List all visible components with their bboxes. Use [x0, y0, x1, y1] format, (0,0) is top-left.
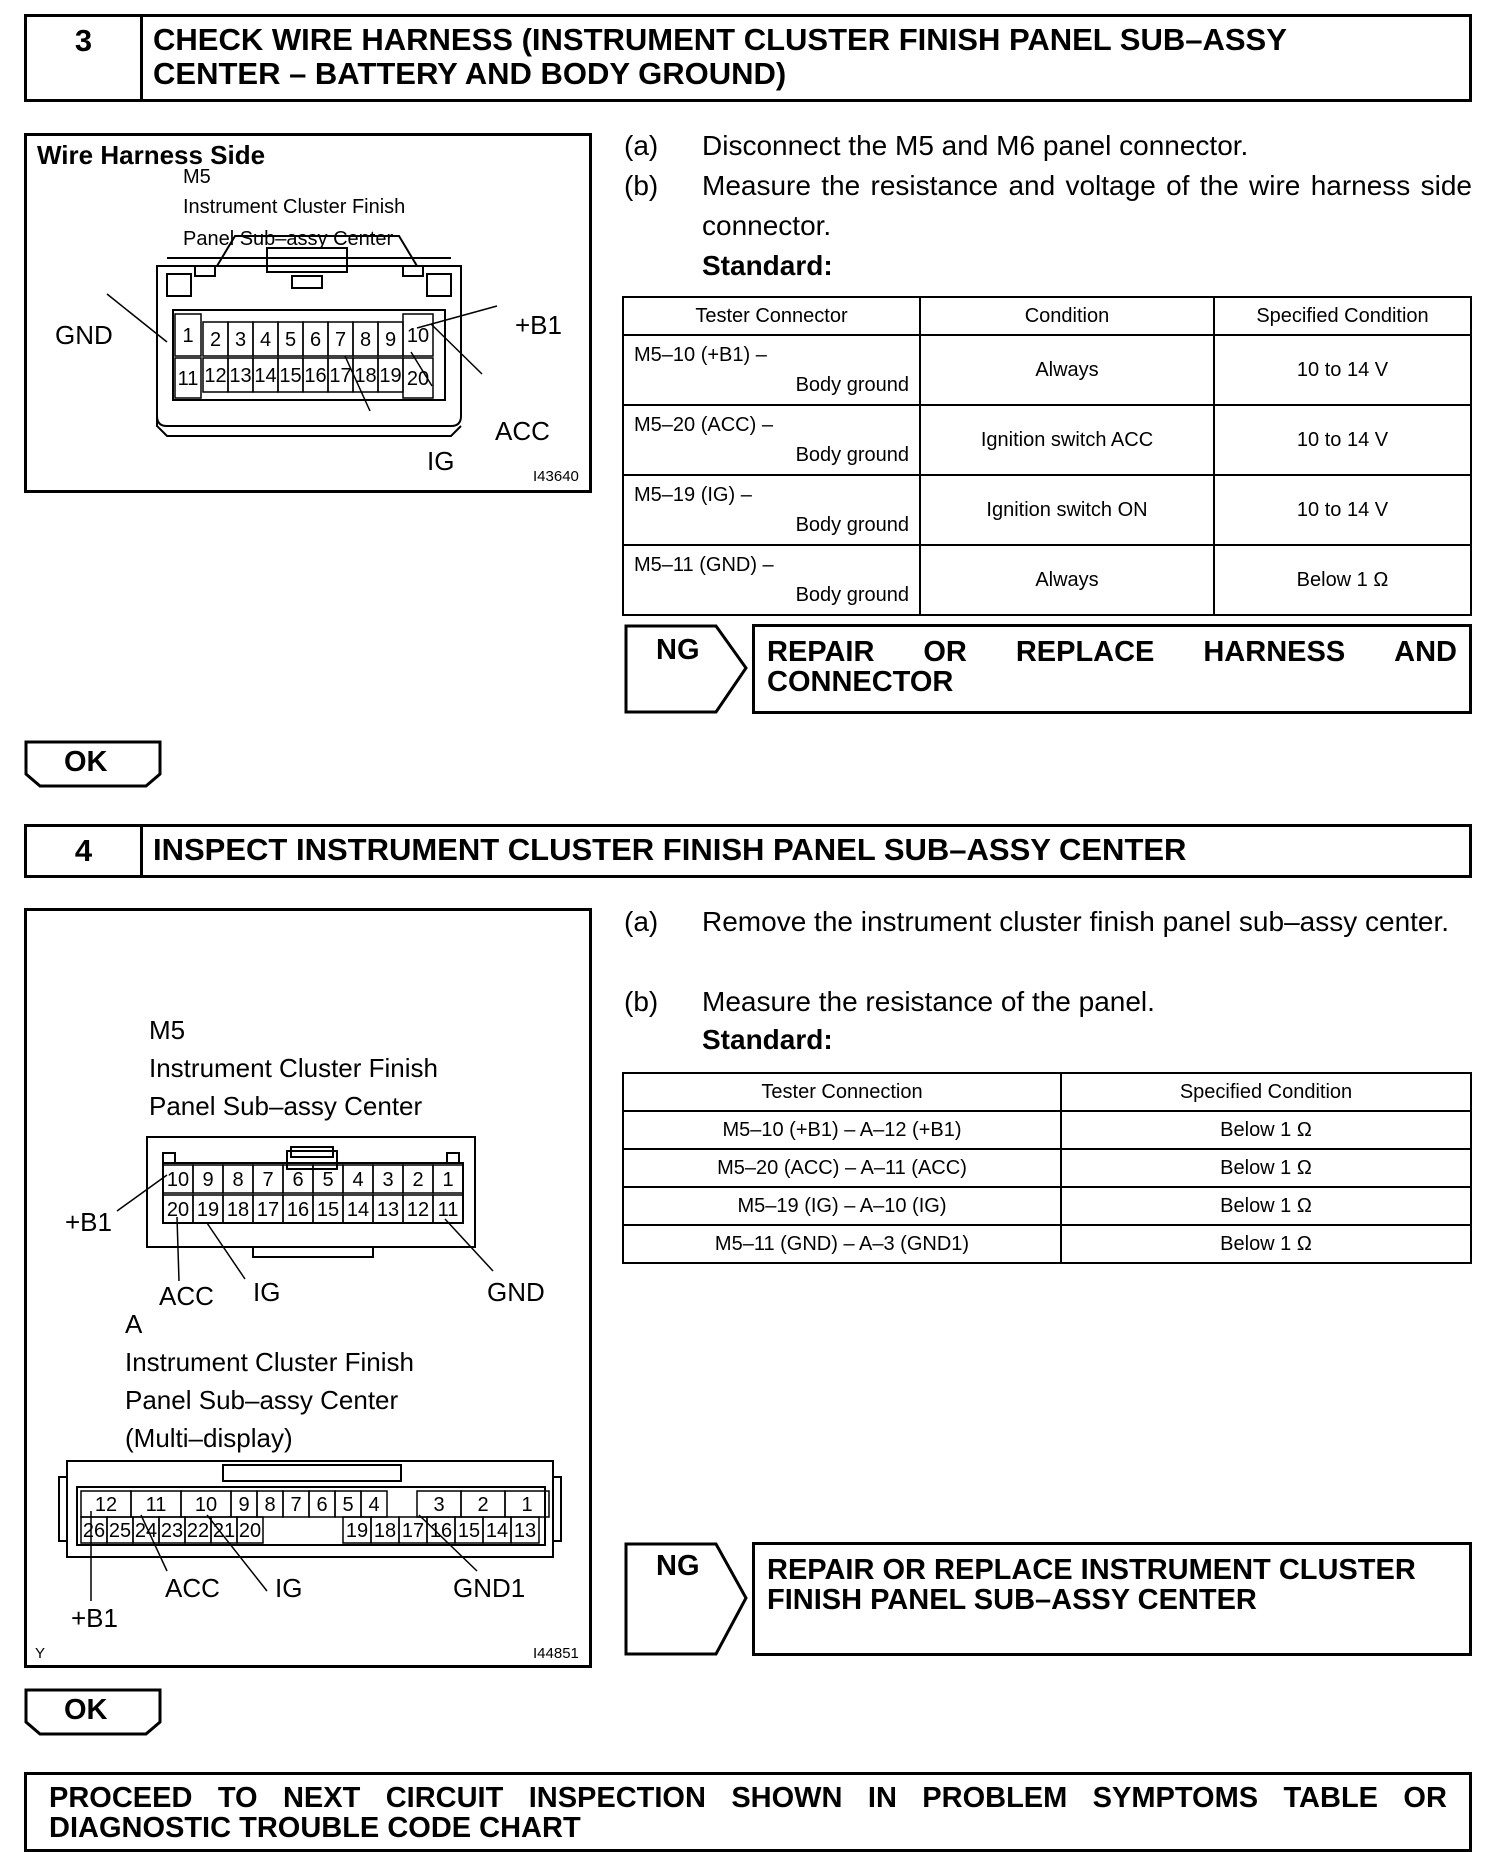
- pin-label: 18: [373, 1520, 397, 1542]
- connector-name-2: Panel Sub–assy Center: [183, 228, 394, 250]
- ng-label: NG: [656, 1550, 700, 1582]
- m5-label-ig: IG: [253, 1277, 281, 1307]
- pin-label: 3: [382, 1169, 394, 1191]
- ok-label: OK: [64, 1694, 108, 1726]
- section-3-number: 3: [27, 17, 143, 99]
- figure-heading: Wire Harness Side: [37, 140, 266, 170]
- pin-label: 19: [196, 1199, 220, 1221]
- pin-label: 5: [342, 1494, 354, 1516]
- pin-label: 19: [345, 1520, 369, 1542]
- pin-label: 14: [485, 1520, 509, 1542]
- connector-id: M5: [183, 166, 211, 188]
- s4-step-b: (b) Measure the resistance of the panel.: [624, 986, 1155, 1017]
- m5-front-pins: [163, 1165, 463, 1223]
- s3-step-a: (a) Disconnect the M5 and M6 panel connector.: [624, 130, 1249, 161]
- a-id: A: [125, 1309, 143, 1339]
- pin-label: 13: [376, 1199, 400, 1221]
- m5-id: M5: [149, 1015, 186, 1045]
- label-ig: IG: [427, 446, 455, 476]
- table-header: Condition: [920, 297, 1214, 335]
- pin-label: 15: [316, 1199, 340, 1221]
- table-row: M5–10 (+B1) – A–12 (+B1) Below 1 Ω: [623, 1111, 1471, 1149]
- ng-replace-panel-box: REPAIR OR REPLACE INSTRUMENT CLUSTER FINISH PANEL SUB–ASSY CENTER: [752, 1542, 1472, 1656]
- a-label-gnd1: GND1: [453, 1573, 526, 1603]
- section-3-title: CHECK WIRE HARNESS (INSTRUMENT CLUSTER FINISH PANEL SUB–ASSY CENTER – BATTERY AND BODY GROUND): [153, 22, 1287, 91]
- label-gnd: GND: [55, 320, 113, 350]
- pin-label: 7: [334, 329, 347, 351]
- pin-label: 10: [166, 1169, 190, 1191]
- figure-code: I43640: [533, 468, 579, 485]
- proceed-next-inspection-box: PROCEED TO NEXT CIRCUIT INSPECTION SHOWN IN PROBLEM SYMPTOMS TABLE OR DIAGNOSTIC TROUBLE CODE CHART: [24, 1772, 1472, 1852]
- pin-label: 8: [264, 1494, 276, 1516]
- table-row: M5–20 (ACC) – A–11 (ACC) Below 1 Ω: [623, 1149, 1471, 1187]
- pin-label: 1: [182, 325, 194, 347]
- m5-label-b1: +B1: [65, 1207, 112, 1237]
- figure-corner-mark: Y: [35, 1645, 46, 1662]
- pin-label: 12: [406, 1199, 430, 1221]
- a-label-ig: IG: [275, 1573, 303, 1603]
- table-row: M5–19 (IG) – A–10 (IG) Below 1 Ω: [623, 1187, 1471, 1225]
- pin-label: 11: [437, 1199, 459, 1221]
- pin-label: 25: [108, 1520, 132, 1542]
- s3-standard-label: Standard:: [702, 250, 833, 281]
- section-3-header: [24, 14, 1472, 102]
- pin-label: 17: [256, 1199, 280, 1221]
- table-header: Tester Connection: [623, 1073, 1061, 1111]
- pin-label: 16: [429, 1520, 453, 1542]
- table-row: M5–20 (ACC) – Body ground Ignition switch ACC 10 to 14 V: [623, 405, 1471, 475]
- pin-label: 24: [134, 1520, 158, 1542]
- pin-label: 11: [145, 1494, 167, 1516]
- pin-label: 9: [238, 1494, 250, 1516]
- pin-label: 21: [212, 1520, 236, 1542]
- pin-label: 18: [354, 365, 377, 387]
- pin-label: 2: [209, 329, 222, 351]
- section-4-title: INSPECT INSTRUMENT CLUSTER FINISH PANEL SUB–ASSY CENTER: [153, 832, 1187, 867]
- pin-label: 14: [254, 365, 277, 387]
- a-label-b1: +B1: [71, 1603, 118, 1633]
- pin-label: 6: [309, 329, 322, 351]
- connector-name-1: Instrument Cluster Finish: [183, 196, 406, 218]
- section-3-figure: [24, 133, 592, 493]
- pin-label: 11: [177, 368, 199, 390]
- pin-label: 4: [352, 1169, 364, 1191]
- pin-label: 12: [94, 1494, 118, 1516]
- pin-label: 6: [292, 1169, 304, 1191]
- section-4-number: 4: [27, 827, 143, 875]
- s4-spec-table: [622, 1072, 1472, 1264]
- section-4-header: [24, 824, 1472, 878]
- pin-label: 10: [406, 325, 430, 347]
- table-row: M5–11 (GND) – Body ground Always Below 1 Ω: [623, 545, 1471, 615]
- pin-label: 7: [262, 1169, 274, 1191]
- s3-step-b: (b) Measure the resistance and voltage of the wire harness side connector.: [624, 170, 1472, 241]
- pin-label: 15: [279, 365, 302, 387]
- table-header: Specified Condition: [1214, 297, 1471, 335]
- pin-label: 1: [442, 1169, 454, 1191]
- connector-m5-pins: [175, 314, 433, 398]
- m5-label-gnd: GND: [487, 1277, 545, 1307]
- pin-label: 1: [521, 1494, 533, 1516]
- pin-label: 8: [359, 329, 372, 351]
- pin-label: 23: [160, 1520, 184, 1542]
- pin-label: 15: [457, 1520, 481, 1542]
- pin-label: 12: [204, 365, 227, 387]
- m5-name-1: Instrument Cluster Finish: [149, 1053, 438, 1083]
- pin-label: 4: [259, 329, 272, 351]
- pin-label: 17: [401, 1520, 425, 1542]
- pin-label: 2: [412, 1169, 424, 1191]
- table-row: M5–10 (+B1) – Body ground Always 10 to 14 V: [623, 335, 1471, 405]
- pin-label: 9: [202, 1169, 214, 1191]
- pin-label: 5: [284, 329, 297, 351]
- pin-label: 8: [232, 1169, 244, 1191]
- pin-label: 20: [166, 1199, 190, 1221]
- pin-label: 18: [226, 1199, 250, 1221]
- a-name-2: Panel Sub–assy Center: [125, 1385, 399, 1415]
- pin-label: 13: [229, 365, 252, 387]
- ng-repair-box: REPAIR OR REPLACE HARNESS AND CONNECTOR: [752, 624, 1472, 714]
- figure-code: I44851: [533, 1645, 579, 1662]
- ng-label: NG: [656, 634, 700, 666]
- m5-name-2: Panel Sub–assy Center: [149, 1091, 423, 1121]
- pin-label: 14: [346, 1199, 370, 1221]
- pin-label: 13: [513, 1520, 537, 1542]
- pin-label: 4: [368, 1494, 380, 1516]
- pin-label: 16: [304, 365, 327, 387]
- pin-label: 9: [384, 329, 397, 351]
- ok-label: OK: [64, 746, 108, 778]
- table-row: M5–11 (GND) – A–3 (GND1) Below 1 Ω: [623, 1225, 1471, 1263]
- s4-step-a: (a) Remove the instrument cluster finish panel sub–assy center.: [624, 906, 1450, 937]
- pin-label: 16: [286, 1199, 310, 1221]
- table-header: Specified Condition: [1061, 1073, 1471, 1111]
- section-4-figure: [24, 908, 592, 1668]
- pin-label: 5: [322, 1169, 334, 1191]
- pin-label: 3: [234, 329, 247, 351]
- label-b1: +B1: [515, 310, 562, 340]
- m5-label-acc: ACC: [159, 1281, 214, 1311]
- a-name-3: (Multi–display): [125, 1423, 293, 1453]
- pin-label: 10: [194, 1494, 218, 1516]
- pin-label: 22: [186, 1520, 210, 1542]
- pin-label: 3: [433, 1494, 445, 1516]
- s3-spec-table: [622, 296, 1472, 616]
- pin-label: 7: [290, 1494, 302, 1516]
- table-header: Tester Connector: [623, 297, 920, 335]
- table-row: M5–19 (IG) – Body ground Ignition switch ON 10 to 14 V: [623, 475, 1471, 545]
- pin-label: 20: [406, 368, 430, 390]
- pin-label: 17: [329, 365, 352, 387]
- pin-label: 19: [379, 365, 402, 387]
- a-label-acc: ACC: [165, 1573, 220, 1603]
- pin-label: 6: [316, 1494, 328, 1516]
- pin-label: 2: [477, 1494, 489, 1516]
- a-name-1: Instrument Cluster Finish: [125, 1347, 414, 1377]
- label-acc: ACC: [495, 416, 550, 446]
- s4-standard-label: Standard:: [702, 1024, 833, 1055]
- pin-label: 26: [82, 1520, 106, 1542]
- pin-label: 20: [238, 1520, 262, 1542]
